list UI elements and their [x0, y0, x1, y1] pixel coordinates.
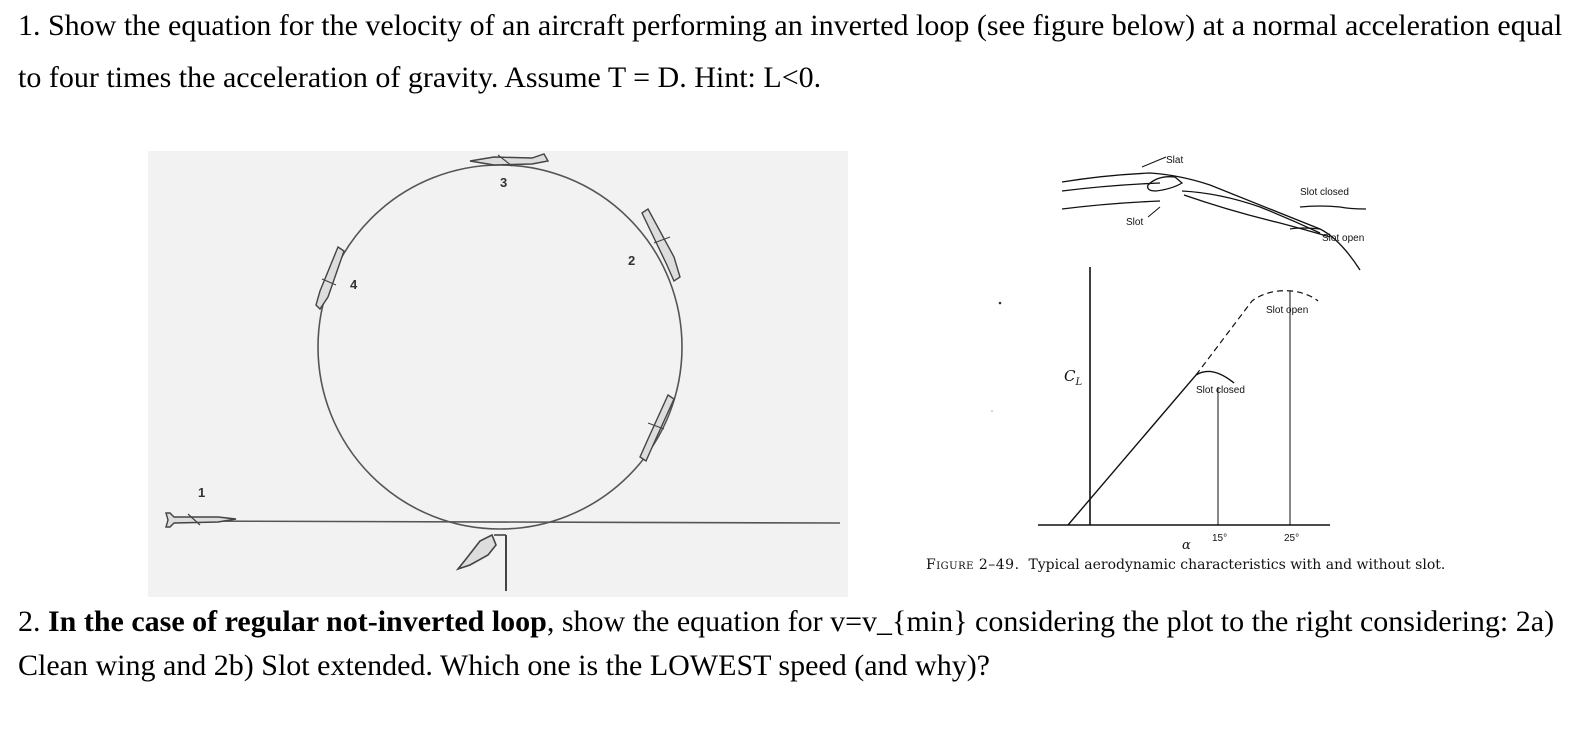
flight-path-line	[168, 521, 840, 523]
label-slot-open-curve: Slot open	[1266, 305, 1309, 316]
aircraft-position-2	[642, 209, 680, 281]
aircraft-position-4	[316, 247, 344, 309]
loop-diagram	[148, 151, 848, 597]
label-cl-letter: C	[1064, 367, 1076, 385]
caption-figure-number: Figure 2–49.	[926, 557, 1020, 573]
loop-circle	[318, 165, 682, 529]
slot-lift-curve-figure	[920, 145, 1530, 585]
label-slot-closed-top: Slot closed	[1300, 187, 1349, 198]
question-2-text	[18, 600, 1588, 688]
scan-speck	[999, 302, 1002, 305]
label-cl-subscript: L	[1075, 377, 1083, 388]
label-slot-open-top: Slot open	[1322, 233, 1365, 244]
airfoil-with-slat	[1062, 157, 1366, 270]
slot-open-curve	[1196, 291, 1318, 375]
caption-text: Typical aerodynamic characteristics with and without slot.	[1028, 557, 1446, 573]
aircraft-position-3	[470, 154, 548, 166]
label-slot-closed-curve: Slot closed	[1196, 385, 1245, 396]
tick-label-25: 25°	[1284, 533, 1300, 544]
label-position-4: 4	[350, 277, 358, 292]
label-slot: Slot	[1126, 217, 1144, 228]
label-position-1: 1	[198, 485, 206, 500]
scan-speck	[991, 410, 993, 412]
inverted-loop-figure	[148, 151, 848, 597]
label-alpha-axis: α	[1182, 538, 1191, 553]
aircraft-right-lower	[640, 395, 674, 461]
question-2-bold-phrase: In the case of regular not-inverted loop	[48, 605, 547, 638]
label-position-3: 3	[500, 175, 508, 190]
slot-lift-diagram	[920, 145, 1530, 555]
label-cl-axis	[1064, 367, 1082, 388]
aircraft-bottom	[458, 535, 506, 591]
question-2-prefix: 2.	[18, 605, 48, 638]
tick-label-15: 15°	[1212, 533, 1228, 544]
figure-caption	[926, 557, 1445, 573]
label-position-2: 2	[628, 253, 636, 268]
question-2-rest: , show the equation for v=v_{min} considering the plot to the right considering: 2a) Clean wing and 2b) Slot extended. Which one is the LOWEST speed (and why)?	[18, 605, 1555, 682]
label-slat: Slat	[1166, 155, 1184, 166]
question-1-text: 1. Show the equation for the velocity of an aircraft performing an inverted loop (see figure below) at a normal acceleration equal to four times the acceleration of gravity. Assume T = D. Hint: L<0.	[18, 9, 1563, 94]
aircraft-position-1	[166, 513, 236, 527]
